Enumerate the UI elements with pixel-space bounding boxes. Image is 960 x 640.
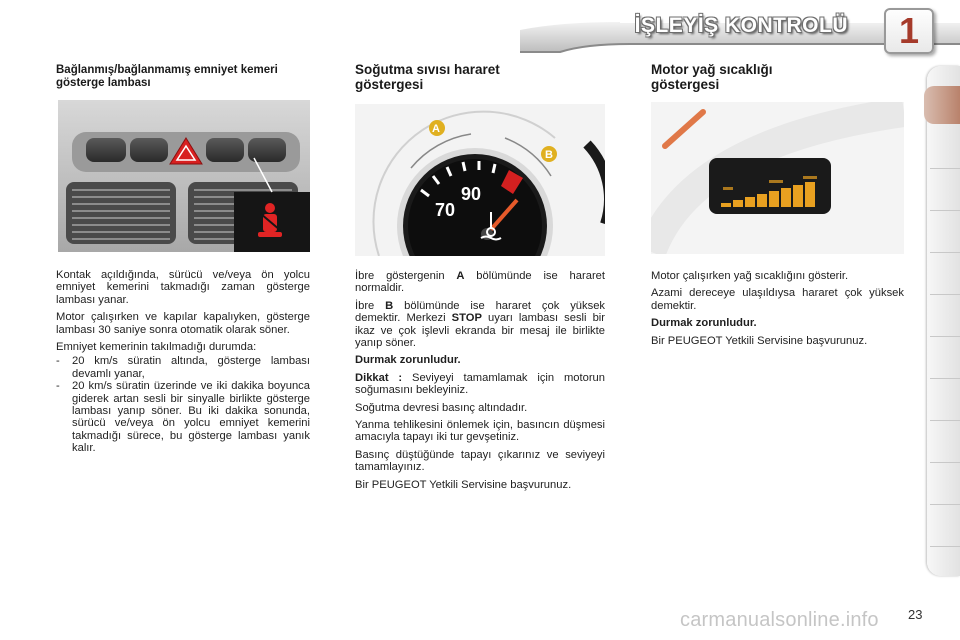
paragraph: Soğutma devresi basınç altındadır. [355,401,528,414]
svg-text:A: A [432,123,440,135]
tab-divider [930,504,960,505]
tab-divider [930,462,960,463]
section-coolant-title-wrap [355,62,605,92]
list-item: - 20 km/s süratin altında, gösterge lambası devamlı yanar, [56,355,310,380]
paragraph: Basınç düştüğünde tapayı çıkarınız ve seviyeyi tamamlayınız. [355,448,605,474]
chapter-number: 1 [898,10,920,51]
tab-divider [930,210,960,211]
section-oil-title: Motor yağ sıcaklığı göstergesi [651,62,773,92]
tab-divider [930,294,960,295]
coolant-gauge-figure [355,104,605,256]
section-seatbelt-title-wrap [56,64,310,90]
section-coolant-title: Soğutma sıvısı hararet göstergesi [355,62,500,92]
paragraph: Motor çalışırken yağ sıcaklığını gösterir. [651,270,849,282]
paragraph: Bir PEUGEOT Yetkili Servisine başvurunuz. [355,478,572,491]
paragraph: Emniyet kemerinin takılmadığı durumda: [56,341,257,354]
tab-divider [930,336,960,337]
seatbelt-console-figure [58,100,310,252]
caution-paragraph: Dikkat : Seviyeyi tamamlamak için motorun soğumasını bekleyiniz. [355,371,606,397]
gauge-label-90: 90 [461,184,482,204]
tab-divider [930,168,960,169]
section-seatbelt-title: Bağlanmış/bağlanmamış emniyet kemeri gösterge lambası [56,64,278,89]
oil-temp-illustration [651,102,904,254]
gauge-label-70: 70 [435,200,456,220]
tab-divider [930,420,960,421]
tab-divider [930,378,960,379]
tab-divider [930,546,960,547]
stop-heading: Durmak zorunludur. [651,317,757,330]
chapter-badge [884,8,934,54]
stop-heading: Durmak zorunludur. [355,354,461,367]
paragraph: Kontak açıldığında, sürücü ve/veya ön yolcu emniyet kemerini takmadığı zaman gösterge lambası yanar. [56,269,310,306]
paragraph: İbre göstergenin A bölümünde ise hararet normaldir. [355,270,606,295]
paragraph: Motor çalışırken ve kapılar kapalıyken, gösterge lambası 30 saniye sonra otomatik olarak söner. [56,311,310,336]
chapter-tab-strip [927,66,960,576]
svg-text:B: B [545,149,553,161]
watermark: carmanualsonline.info [680,609,879,631]
coolant-body [355,270,605,496]
tab-divider [930,252,960,253]
chapter-tab-active[interactable] [924,86,960,124]
console-illustration [58,100,310,252]
seatbelt-body [56,269,310,455]
page-title: İŞLEYİŞ KONTROLÜ [634,14,848,37]
paragraph: İbre B bölümünde ise hararet çok yüksek demektir. Merkezi STOP uyarı lambası sesli bir ikaz ve çok işlevli ekranda bir mesaj ile birlikte yanıp söner. [355,299,606,350]
coolant-gauge-illustration [355,104,605,256]
paragraph: Yanma tehlikesini önlemek için, basıncın düşmesi amacıyla tapayı iki tur gevşetiniz. [355,419,605,444]
paragraph: Bir PEUGEOT Yetkili Servisine başvurunuz. [651,334,868,347]
list-item: - 20 km/s süratin üzerinde ve iki dakika boyunca giderek artan sesli bir sinyalle birlikte gösterge lambası yanıp söner. Bu iki dakika sonunda, sürücü ve/veya ön yolcu emniyet kemerini takmadığı sürece, bu gösterge lambası yanık kalır. [56,380,310,455]
oil-body [651,270,904,352]
oil-temp-figure [651,102,904,254]
page-number: 23 [908,607,923,622]
section-oil-title-wrap [651,62,904,92]
paragraph: Azami dereceye ulaşıldıysa hararet çok yüksek demektir. [651,287,904,312]
